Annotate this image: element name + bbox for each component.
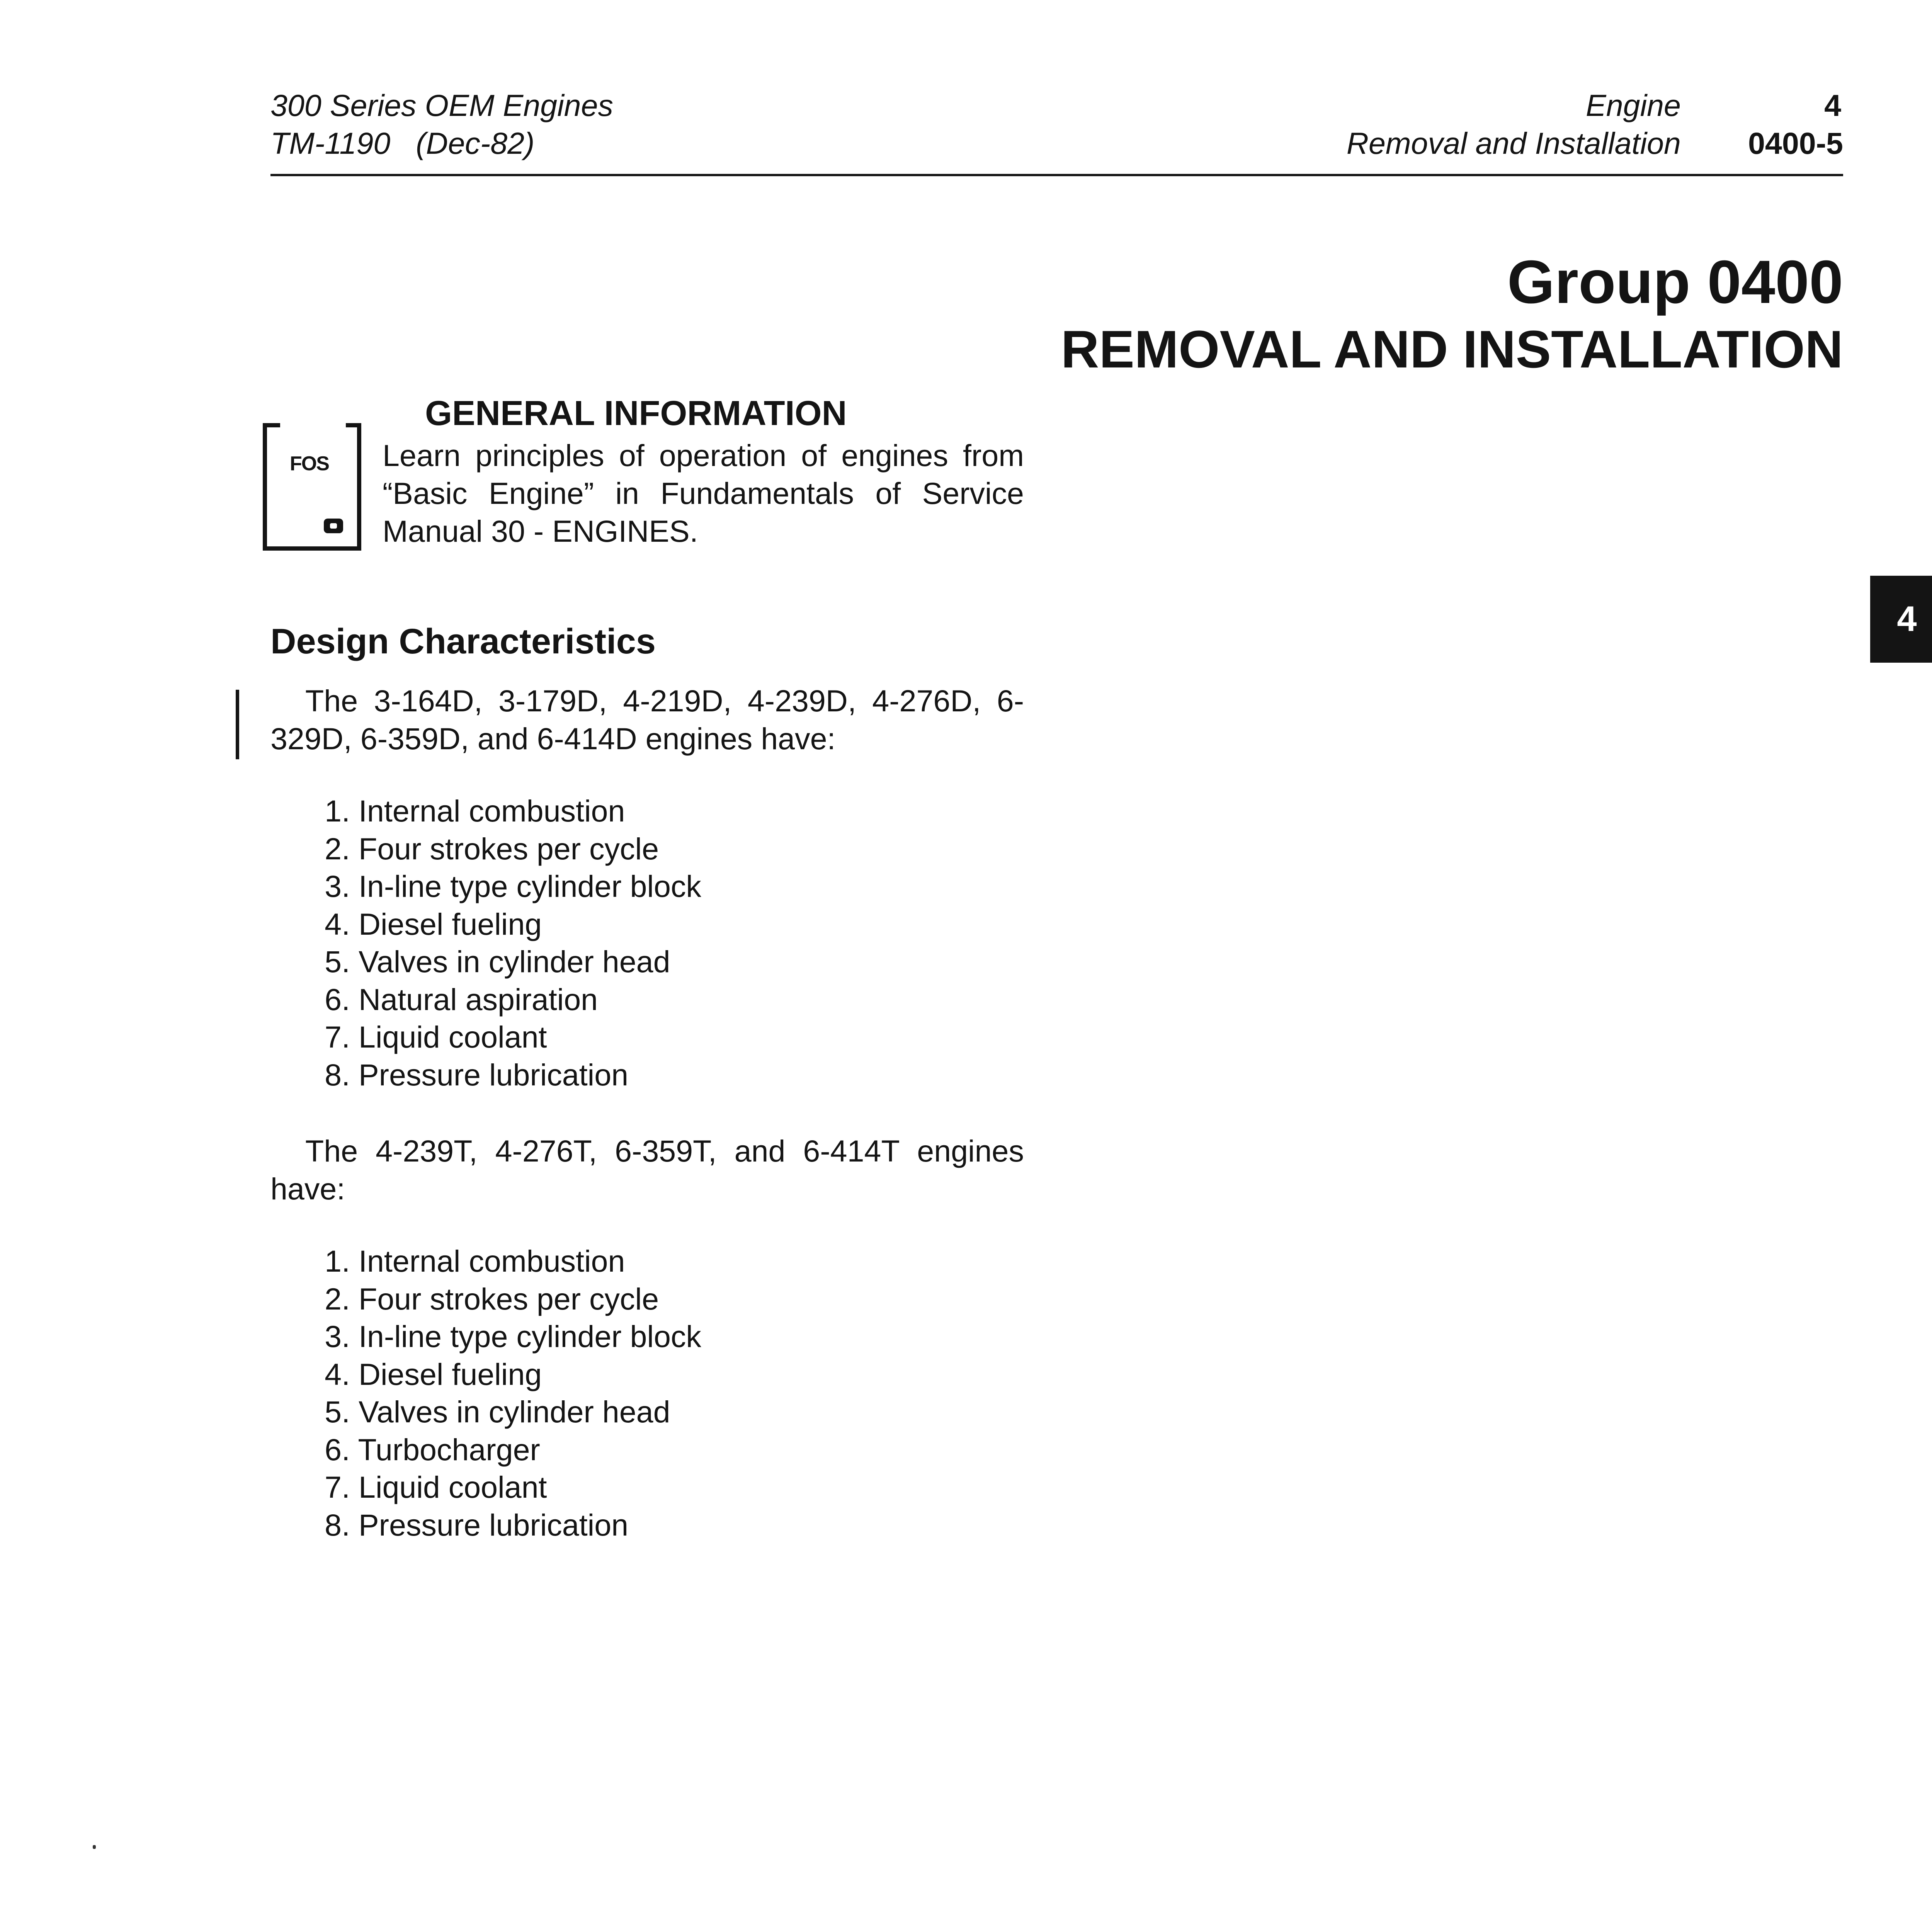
- list-item: [301, 905, 701, 943]
- section-title: REMOVAL AND INSTALLATION: [1061, 320, 1843, 379]
- list-item-text: Turbocharger: [358, 1432, 540, 1467]
- list-item-text: Pressure lubrication: [358, 1507, 629, 1542]
- list-item: [301, 1018, 701, 1056]
- list-item: [301, 1393, 701, 1431]
- header-group-name: Removal and Installation: [1346, 126, 1681, 160]
- list-item-number: 2.: [325, 831, 350, 866]
- list-item-text: Liquid coolant: [358, 1470, 547, 1504]
- list-item-number: 3.: [325, 1319, 350, 1354]
- revision-change-bar: [236, 690, 239, 759]
- list-item-number: 4.: [325, 906, 350, 941]
- list-item-text: Internal combustion: [358, 794, 625, 828]
- list-item-number: 2.: [325, 1281, 350, 1316]
- general-information-text: Learn principles of operation of engines from “Basic Engine” in Fundamentals of Service Manual 30 - ENGINES.: [383, 438, 1024, 548]
- header-manual-id: TM-1190 (Dec-82): [270, 126, 535, 160]
- list-item: [301, 792, 701, 830]
- design-list-turbocharged: [301, 1242, 701, 1544]
- list-item-text: Valves in cylinder head: [358, 944, 670, 979]
- design-list-naturally-aspirated: [301, 792, 701, 1094]
- list-item-number: 7.: [325, 1470, 350, 1504]
- list-item: [301, 867, 701, 905]
- list-item: [301, 1355, 701, 1393]
- design-intro-paragraph-2: The 4-239T, 4-276T, 6-359T, and 6-414T engines have:: [270, 1134, 1024, 1206]
- list-item-number: 8.: [325, 1507, 350, 1542]
- list-item-text: Internal combustion: [358, 1244, 625, 1278]
- header-section-name: Engine: [1586, 88, 1681, 122]
- list-item-text: Valves in cylinder head: [358, 1395, 670, 1429]
- fos-icon-frame: [263, 423, 361, 551]
- list-item-number: 1.: [325, 794, 350, 828]
- list-item-text: Diesel fueling: [358, 906, 542, 941]
- list-item-number: 6.: [325, 982, 350, 1017]
- header-manual-title: 300 Series OEM Engines: [270, 88, 614, 122]
- list-item-text: In-line type cylinder block: [358, 869, 701, 903]
- header-page-number: 0400-5: [1748, 126, 1843, 160]
- list-item-number: 5.: [325, 944, 350, 979]
- list-item-number: 7.: [325, 1020, 350, 1054]
- list-item-number: 6.: [325, 1432, 350, 1467]
- list-item-number: 8.: [325, 1057, 350, 1092]
- list-item-number: 1.: [325, 1244, 350, 1278]
- list-item: [301, 1506, 701, 1544]
- list-item-text: Four strokes per cycle: [358, 1281, 659, 1316]
- list-item-text: In-line type cylinder block: [358, 1319, 701, 1354]
- list-item-number: 5.: [325, 1395, 350, 1429]
- list-item-text: Liquid coolant: [358, 1020, 547, 1054]
- group-title: Group 0400: [1507, 248, 1843, 316]
- design-intro-paragraph-1: The 3-164D, 3-179D, 4-219D, 4-239D, 4-276D, 6-329D, 6-359D, and 6-414D engines have:: [270, 684, 1024, 756]
- fos-book-icon: [324, 519, 343, 533]
- list-item: [301, 1431, 701, 1469]
- list-item: [301, 1468, 701, 1506]
- list-item-number: 4.: [325, 1357, 350, 1391]
- list-item: [301, 1242, 701, 1280]
- list-item: [301, 830, 701, 868]
- scan-speck: [93, 1845, 96, 1849]
- header-rule: [270, 174, 1843, 176]
- list-item-text: Four strokes per cycle: [358, 831, 659, 866]
- general-information-heading: GENERAL INFORMATION: [425, 394, 847, 433]
- list-item-text: Diesel fueling: [358, 1357, 542, 1391]
- fos-icon-label: FOS: [290, 452, 329, 475]
- list-item: [301, 1318, 701, 1355]
- list-item-number: 3.: [325, 869, 350, 903]
- list-item: [301, 1280, 701, 1318]
- list-item-text: Natural aspiration: [358, 982, 598, 1017]
- list-item: [301, 1056, 701, 1094]
- design-characteristics-heading: Design Characteristics: [270, 622, 656, 661]
- section-tab-marker: 4: [1870, 576, 1932, 663]
- list-item: [301, 943, 701, 981]
- header-section-number: 4: [1824, 88, 1841, 122]
- list-item: [301, 981, 701, 1019]
- list-item-text: Pressure lubrication: [358, 1057, 629, 1092]
